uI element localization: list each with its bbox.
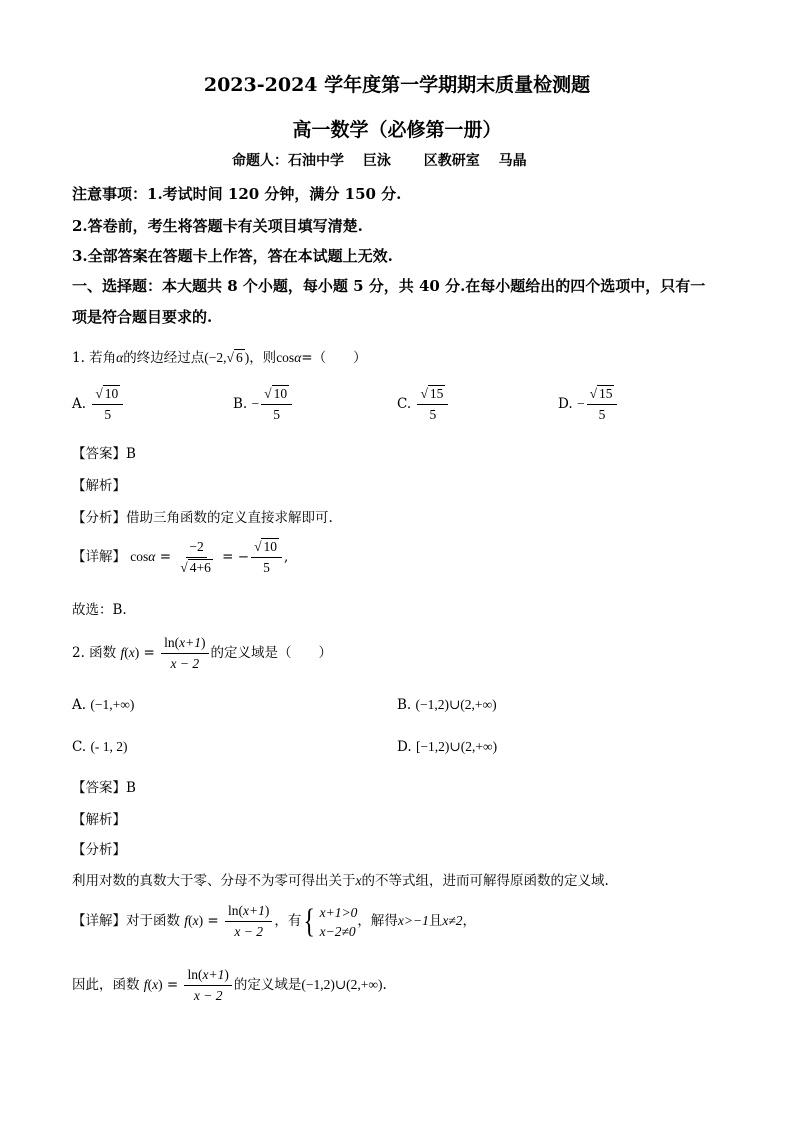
q2-option-d-value: [−1,2)∪(2,+∞) — [415, 739, 498, 754]
q2-fenxi-text-b: 的不等式组，进而可解得原函数的定义域. — [361, 873, 609, 889]
q1-d-root: 15 — [598, 386, 613, 401]
q2-concl-den: x − 2 — [193, 988, 223, 1003]
q2-detail-den: x − 2 — [234, 924, 263, 939]
q1-point: (−2,√ 6 ) — [204, 350, 250, 365]
q1-detail-label: 【详解】 — [72, 549, 126, 565]
q2-concl-mid: 的定义域是 — [233, 977, 302, 993]
exam-authors: 命题人：石油中学 巨泳 区教研室 马晶 — [232, 153, 527, 169]
q1-mid: 的终边经过点 — [123, 350, 205, 366]
q1-option-a-value: $\frac{√ 10}{5}$ — [92, 385, 123, 424]
q1-c-root: 15 — [429, 386, 444, 401]
q2-detail-fraction: $\frac{\ln(x+1)}{x - 2}$ — [225, 902, 272, 941]
q1-option-c[interactable] — [397, 385, 450, 424]
q1-detail-eq: = — [159, 549, 171, 565]
q2-detail-ln: ln — [227, 903, 239, 918]
q1-fenxi: 【分析】借助三角函数的定义直接求解即可. — [72, 510, 333, 526]
notes-item-1: 1.考试时间 120 分钟，满分 150 分. — [147, 185, 402, 203]
q1-option-d-value: $\frac{√ 15}{5}$ — [587, 385, 618, 424]
q2-option-a-letter: A. — [72, 697, 87, 713]
q1-option-d-letter: D. — [558, 396, 573, 412]
q2-detail-num-inner: x+1 — [242, 903, 265, 918]
q2-concl-end: . — [382, 977, 387, 993]
section-heading-line-1: 一、选择题：本大题共 8 个小题，每小题 5 分，共 40 分.在每小题给出的四个选项中，只有一 — [72, 277, 706, 295]
q2-option-d-letter: D. — [397, 739, 412, 755]
q2-concl-f: f — [143, 977, 148, 992]
q1-analysis: 【解析】 — [72, 478, 126, 494]
q1-a-root: 10 — [104, 386, 119, 401]
q2-fraction: $\frac{\ln(x+1)}{x - 2}$ — [161, 634, 208, 673]
notes-line-1 — [72, 183, 401, 204]
q1-detail — [72, 538, 288, 577]
q2-ln: ln — [164, 635, 175, 650]
q2-detail-f: f — [184, 913, 189, 928]
q1-detail-cos: cos — [130, 549, 149, 564]
q2-detail: 【详解】对于函数 f(x) = $\frac{\ln(x+1)}{x - 2}$ ，有 { x+1>0 x−2≠0 ，解得x>−1且x≠2， — [72, 902, 477, 940]
q2-fenxi-text-a: 利用对数的真数大于零、分母不为零可得出关于 — [72, 873, 356, 889]
q1-option-a-letter: A. — [72, 396, 87, 412]
q2-fenxi-x: x — [355, 873, 362, 888]
q2-detail-cond-2: x≠2 — [442, 913, 463, 928]
q1-detail-result-den: 5 — [263, 560, 270, 575]
section-heading-line-2: 项是符合题目要求的. — [72, 308, 213, 326]
q1-b-den: 5 — [273, 407, 280, 422]
q2-tail: 的定义域是（ ） — [210, 645, 333, 661]
q2-detail-solve: ，解得 — [357, 913, 398, 929]
q1-d-den: 5 — [598, 407, 606, 422]
q2-detail-eq: = — [207, 913, 219, 929]
q1-option-c-letter: C. — [397, 396, 412, 412]
q1-detail-den: 4+6 — [189, 560, 211, 575]
q2-detail-end: ， — [462, 913, 477, 929]
q1-option-d[interactable] — [558, 385, 619, 424]
q2-eq: = — [143, 645, 155, 661]
q2-concl-domain: (−1,2)∪(2,+∞) — [301, 977, 383, 992]
q1-detail-alpha: α — [148, 549, 156, 564]
q2-detail-and: 且 — [428, 913, 443, 929]
q2-detail-x: x — [192, 913, 199, 928]
q2-option-c-letter: C. — [72, 739, 87, 755]
q1-detail-comma: , — [283, 549, 289, 565]
q2-detail-cond-1: x>−1 — [397, 913, 429, 928]
notes-heading: 注意事项： — [72, 185, 148, 203]
q2-den: x − 2 — [170, 656, 200, 671]
notes-item-2: 2.答卷前，考生将答题卡有关项目填写清楚. — [72, 217, 363, 235]
q1-detail-result: $\frac{√ 10}{5}$ — [251, 538, 282, 577]
q2-sys-row-2: x−2≠0 — [319, 923, 356, 939]
q2-option-b[interactable] — [397, 697, 497, 713]
q1-detail-num: −2 — [186, 538, 206, 558]
q2-conclusion: 因此，函数 f(x) = $\frac{\ln(x+1)}{x - 2}$ 的定义域是(−1,2)∪(2,+∞). — [72, 967, 387, 1003]
q1-cos: cos — [276, 350, 295, 365]
q1-c-den: 5 — [429, 407, 437, 422]
q1-b-root: 10 — [273, 386, 288, 401]
q2-inequality-system: { x+1>0 x−2≠0 — [303, 902, 358, 940]
q1-tail: =（ ） — [301, 350, 367, 366]
q1-point-root: 6 — [235, 350, 243, 365]
q1-conclusion: 故选：B. — [72, 602, 127, 618]
q2-option-c[interactable] — [72, 739, 128, 755]
q2-analysis: 【解析】 — [72, 812, 126, 828]
q2-option-a-value: (−1,+∞) — [90, 697, 135, 712]
q1-a-den: 5 — [104, 407, 112, 422]
q2-option-a[interactable] — [72, 697, 134, 713]
q1-detail-result-root: 10 — [263, 539, 277, 554]
q1-stem — [72, 346, 367, 366]
q1-detail-eq2: = − — [222, 549, 250, 565]
q2-concl-ln: ln — [187, 967, 198, 982]
q1-option-b-letter: B. — [233, 396, 248, 412]
exam-subtitle: 高一数学（必修第一册） — [292, 119, 502, 141]
q1-prefix: 1. 若角 — [72, 350, 117, 366]
q2-num-inner: x+1 — [179, 635, 202, 650]
q2-option-b-value: (−1,2)∪(2,+∞) — [415, 697, 497, 712]
q1-d-neg: − — [576, 396, 585, 411]
q2-detail-you: ，有 — [274, 913, 302, 929]
q1-option-c-value: $\frac{√ 15}{5}$ — [417, 385, 448, 424]
q2-option-b-letter: B. — [397, 697, 412, 713]
q2-answer: 【答案】B — [72, 780, 136, 796]
q1-option-a[interactable] — [72, 385, 125, 424]
q2-f: f — [120, 645, 125, 660]
q1-b-neg: − — [251, 396, 260, 411]
q1-option-b-value: $\frac{√ 10}{5}$ — [261, 385, 292, 424]
exam-title: 2023-2024 学年度第一学期期末质量检测题 — [203, 74, 591, 96]
notes-item-3: 3.全部答案在答题卡上作答，答在本试题上无效. — [72, 247, 393, 265]
q1-then: ，则 — [249, 350, 277, 366]
q2-concl-x: x — [152, 977, 159, 992]
q2-detail-prefix: 【详解】对于函数 — [72, 913, 180, 929]
q2-sys-row-1: x+1>0 — [319, 904, 358, 920]
q1-var-alpha-2: α — [294, 350, 302, 365]
q2-concl-prefix: 因此，函数 — [72, 977, 140, 993]
q1-point-a: −2, — [208, 350, 227, 365]
q2-x: x — [128, 645, 135, 660]
q1-var-alpha: α — [116, 350, 124, 365]
q2-concl-num-inner: x+1 — [202, 967, 225, 982]
q2-stem: 2. 函数 f(x) = $\frac{\ln(x+1)}{x - 2}$ 的定义域是（ ） — [72, 635, 333, 671]
q2-concl-eq: = — [166, 977, 179, 993]
q2-prefix: 2. 函数 — [72, 645, 117, 661]
q1-option-b[interactable] — [233, 385, 294, 424]
q2-fenxi-text — [72, 869, 609, 889]
q2-option-d[interactable] — [397, 739, 497, 755]
q2-fenxi-label: 【分析】 — [72, 842, 126, 858]
q2-concl-fraction: $\frac{\ln(x+1)}{x - 2}$ — [184, 966, 231, 1005]
q1-detail-fraction: $\frac{-2}{√ 4+6}$ — [180, 539, 211, 575]
q2-option-c-value: (- 1, 2) — [90, 739, 128, 754]
q1-answer: 【答案】B — [72, 446, 136, 462]
